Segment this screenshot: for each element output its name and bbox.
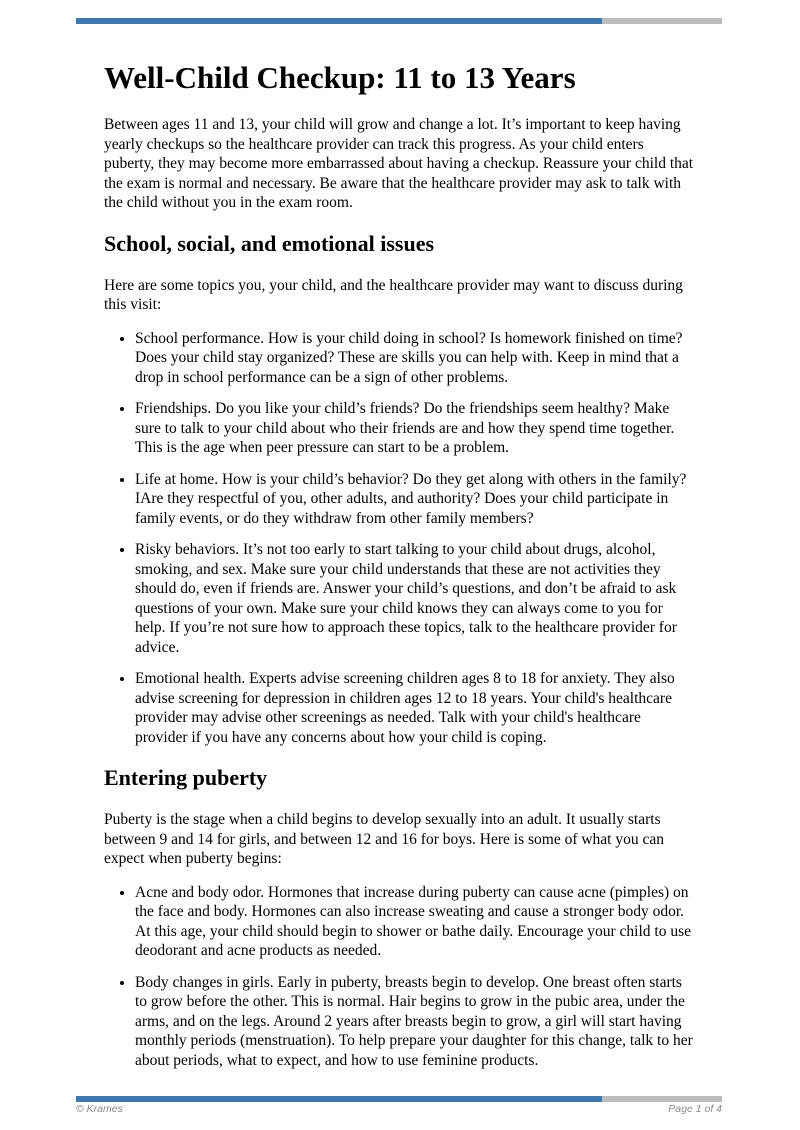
footer-bar-gray-segment: [602, 1096, 722, 1102]
list-item-risky-behaviors: • Risky behaviors. It’s not too early to start talking to your child about drugs, alcohol, smoking, and sex. Make sure your child understands that these are not activities they should do, even if friends are. Answer your child’s questions, and don’t be afraid to ask questions of your own. Make sure your child knows they can always come to you for help. If you’re not sure how to approach these topics, talk to the healthcare provider for advice.: [135, 540, 697, 657]
document-content: [104, 46, 697, 1070]
document-title: Well-Child Checkup: 11 to 13 Years: [104, 60, 576, 95]
intro-paragraph: Between ages 11 and 13, your child will grow and change a lot. It’s important to keep having yearly checkups so the healthcare provider can track this progress. As your child enters puberty, they may become more embarrassed about having a checkup. Reassure your child that the exam is normal and necessary. Be aware that the healthcare provider may ask to talk with the child without you in the exam room.: [104, 116, 694, 211]
bullet-list-school-social: [104, 329, 697, 748]
section-lead-school-social: Here are some topics you, your child, and the healthcare provider may want to discuss during this visit:: [104, 276, 683, 313]
list-item-acne-body-odor: • Acne and body odor. Hormones that increase during puberty can cause acne (pimples) on the face and body. Hormones can also increase sweating and cause a stronger body odor. At this age, your child should begin to shower or bathe daily. Encourage your child to use deodorant and acne products as needed.: [135, 883, 697, 961]
footer-accent-bar: [76, 1096, 722, 1102]
header-bar-blue-segment: [76, 18, 602, 24]
list-item-school-performance: • School performance. How is your child doing in school? Is homework finished on time? Does your child stay organized? These are skills you can help with. Keep in mind that a drop in school performance can be a sign of other problems.: [135, 329, 697, 388]
footer-bar-blue-segment: [76, 1096, 602, 1102]
footer-page-number: Page 1 of 4: [668, 1103, 722, 1115]
section-heading-entering-puberty: Entering puberty: [104, 765, 268, 790]
header-accent-bar: [76, 18, 722, 24]
section-heading-school-social-emotional: School, social, and emotional issues: [104, 230, 435, 256]
list-item-life-at-home: • Life at home. How is your child’s behavior? Do they get along with others in the family? IAre they respectful of you, other adults, and authority? Does your child participate in family events, or do they withdraw from other family members?: [135, 470, 697, 529]
list-item-friendships: • Friendships. Do you like your child’s friends? Do the friendships seem healthy? Make sure to talk to your child about who their friends are and how they spend time together. This is the age when peer pressure can start to be a problem.: [135, 399, 697, 458]
footer-copyright: © Krames: [76, 1103, 123, 1115]
footer: [76, 1103, 722, 1115]
header-bar-gray-segment: [602, 18, 722, 24]
bullet-list-puberty: [104, 883, 697, 1071]
section-lead-entering-puberty: Puberty is the stage when a child begins to develop sexually into an adult. It usually starts between 9 and 14 for girls, and between 12 and 16 for boys. Here is some of what you can expect when puberty begins:: [104, 811, 664, 867]
list-item-emotional-health: • Emotional health. Experts advise screening children ages 8 to 18 for anxiety. They also advise screening for depression in children ages 12 to 18 years. Your child's healthcare provider may advise other screenings as needed. Talk with your child's healthcare provider if you have any concerns about how your child is coping.: [135, 669, 697, 747]
list-item-body-changes-girls: • Body changes in girls. Early in puberty, breasts begin to develop. One breast often starts to grow before the other. This is normal. Hair begins to grow in the pubic area, under the arms, and on the legs. Around 2 years after breasts begin to grow, a girl will start having monthly periods (menstruation). To help prepare your daughter for this change, talk to her about periods, what to expect, and how to use feminine products.: [135, 973, 697, 1071]
